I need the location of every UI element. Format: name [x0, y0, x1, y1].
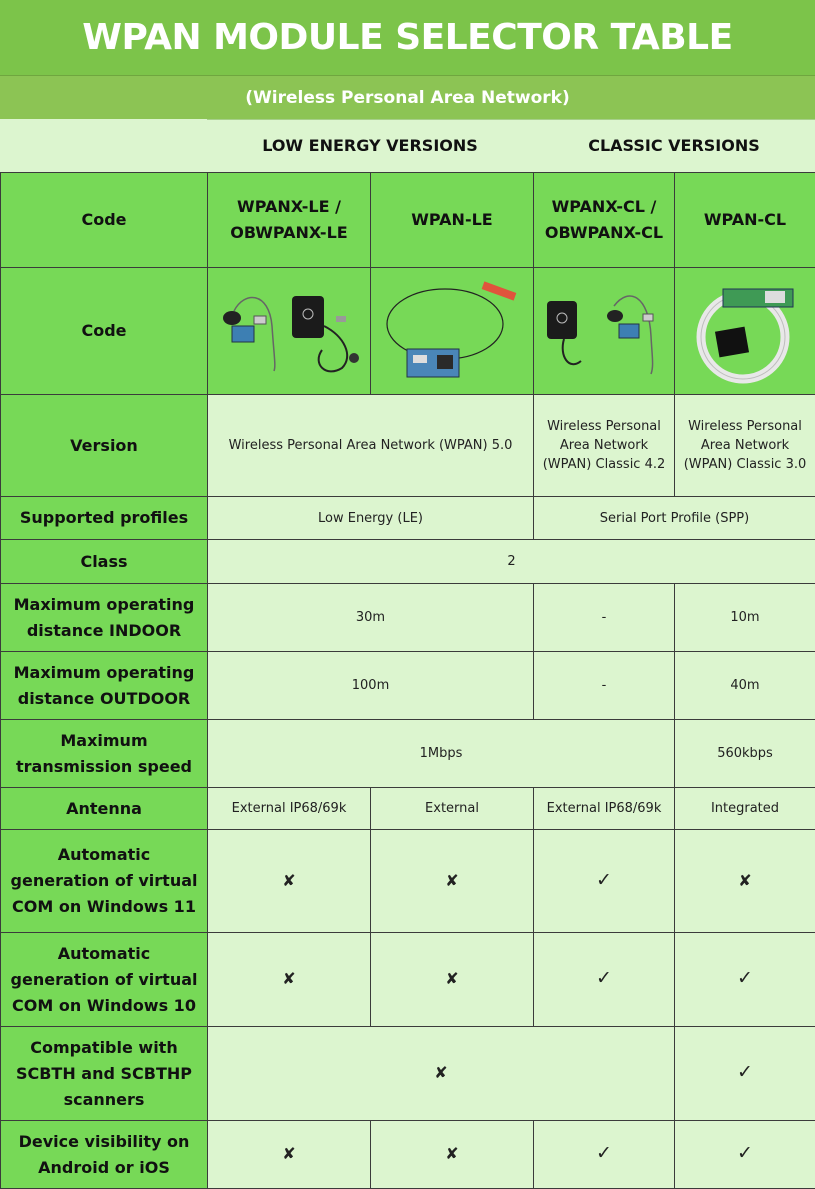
scanners-first3-value: [208, 1027, 675, 1121]
subtitle-banner: [0, 75, 815, 120]
cross-icon: ✘: [738, 871, 751, 890]
version-wpanx-cl-value: Wireless Personal Area Network (WPAN) Classic 4.2: [534, 395, 675, 497]
win10-wpan-cl-value: [675, 933, 815, 1027]
win11-wpanx-le-value: [208, 830, 371, 933]
win10-wpanx-le-value: [208, 933, 371, 1027]
image-row-label: Code: [1, 268, 208, 395]
outdoor-label: Maximum operating distance OUTDOOR: [1, 652, 208, 720]
version-group-row: [0, 119, 815, 172]
class-row: [1, 540, 815, 584]
page-title: WPAN MODULE SELECTOR TABLE: [82, 17, 732, 58]
cross-icon: ✘: [282, 969, 295, 988]
page-subtitle: (Wireless Personal Area Network): [245, 88, 569, 108]
version-wpan-cl-value: Wireless Personal Area Network (WPAN) Classic 3.0: [675, 395, 815, 497]
speed-first3-value: 1Mbps: [208, 720, 675, 788]
mobile-wpan-le-value: [371, 1121, 534, 1189]
comparison-table: [0, 172, 815, 1189]
profiles-row: [1, 497, 815, 540]
code-wpan-cl: WPAN-CL: [675, 173, 815, 268]
outdoor-wpan-cl-value: 40m: [675, 652, 815, 720]
wpanx-cl-product-image: [534, 268, 675, 395]
win11-row: [1, 830, 815, 933]
speed-label: Maximum transmission speed: [1, 720, 208, 788]
win11-wpanx-cl-value: [534, 830, 675, 933]
win11-wpan-cl-value: [675, 830, 815, 933]
cross-icon: ✘: [445, 969, 458, 988]
antenna-label: Antenna: [1, 788, 208, 830]
profiles-cl-value: Serial Port Profile (SPP): [534, 497, 815, 540]
code-row: [1, 173, 815, 268]
check-icon: ✓: [737, 1061, 753, 1083]
win10-wpanx-cl-value: [534, 933, 675, 1027]
code-wpanx-le: WPANX-LE / OBWPANX-LE: [208, 173, 371, 268]
win11-label: Automatic generation of virtual COM on Windows 11: [1, 830, 208, 933]
win10-wpan-le-value: [371, 933, 534, 1027]
code-wpan-le: WPAN-LE: [371, 173, 534, 268]
indoor-wpanx-cl-value: -: [534, 584, 675, 652]
indoor-row: [1, 584, 815, 652]
check-icon: ✓: [737, 967, 753, 989]
indoor-wpan-cl-value: 10m: [675, 584, 815, 652]
profiles-label: Supported profiles: [1, 497, 208, 540]
code-row-label: Code: [1, 173, 208, 268]
speed-wpan-cl-value: 560kbps: [675, 720, 815, 788]
check-icon: ✓: [596, 1142, 612, 1164]
cross-icon: ✘: [282, 1144, 295, 1163]
class-label: Class: [1, 540, 208, 584]
code-wpanx-cl: WPANX-CL / OBWPANX-CL: [534, 173, 675, 268]
class-value: 2: [208, 540, 815, 584]
scanners-wpan-cl-value: [675, 1027, 815, 1121]
win11-wpan-le-value: [371, 830, 534, 933]
indoor-le-value: 30m: [208, 584, 534, 652]
antenna-wpanx-cl-value: External IP68/69k: [534, 788, 675, 830]
mobile-wpanx-le-value: [208, 1121, 371, 1189]
outdoor-row: [1, 652, 815, 720]
check-icon: ✓: [596, 869, 612, 891]
scanners-label: Compatible with SCBTH and SCBTHP scanners: [1, 1027, 208, 1121]
outdoor-le-value: 100m: [208, 652, 534, 720]
outdoor-wpanx-cl-value: -: [534, 652, 675, 720]
version-le-value: Wireless Personal Area Network (WPAN) 5.0: [208, 395, 534, 497]
antenna-wpanx-le-value: External IP68/69k: [208, 788, 371, 830]
cross-icon: ✘: [445, 871, 458, 890]
version-row: [1, 395, 815, 497]
classic-group-label: CLASSIC VERSIONS: [533, 119, 815, 172]
win10-label: Automatic generation of virtual COM on Windows 10: [1, 933, 208, 1027]
group-divider: [207, 119, 815, 120]
profiles-le-value: Low Energy (LE): [208, 497, 534, 540]
mobile-label: Device visibility on Android or iOS: [1, 1121, 208, 1189]
check-icon: ✓: [737, 1142, 753, 1164]
wpanx-le-product-image: [208, 268, 371, 395]
check-icon: ✓: [596, 967, 612, 989]
antenna-wpan-le-value: External: [371, 788, 534, 830]
indoor-label: Maximum operating distance INDOOR: [1, 584, 208, 652]
scanners-row: [1, 1027, 815, 1121]
wpan-le-product-image: [371, 268, 534, 395]
mobile-wpan-cl-value: [675, 1121, 815, 1189]
speed-row: [1, 720, 815, 788]
win10-row: [1, 933, 815, 1027]
cross-icon: ✘: [434, 1063, 447, 1082]
wpan-cl-product-image: [675, 268, 815, 395]
cross-icon: ✘: [282, 871, 295, 890]
image-row: [1, 268, 815, 395]
antenna-row: [1, 788, 815, 830]
mobile-wpanx-cl-value: [534, 1121, 675, 1189]
antenna-wpan-cl-value: Integrated: [675, 788, 815, 830]
title-banner: [0, 0, 815, 75]
cross-icon: ✘: [445, 1144, 458, 1163]
low-energy-group-label: LOW ENERGY VERSIONS: [207, 119, 533, 172]
version-label: Version: [1, 395, 208, 497]
mobile-row: [1, 1121, 815, 1189]
